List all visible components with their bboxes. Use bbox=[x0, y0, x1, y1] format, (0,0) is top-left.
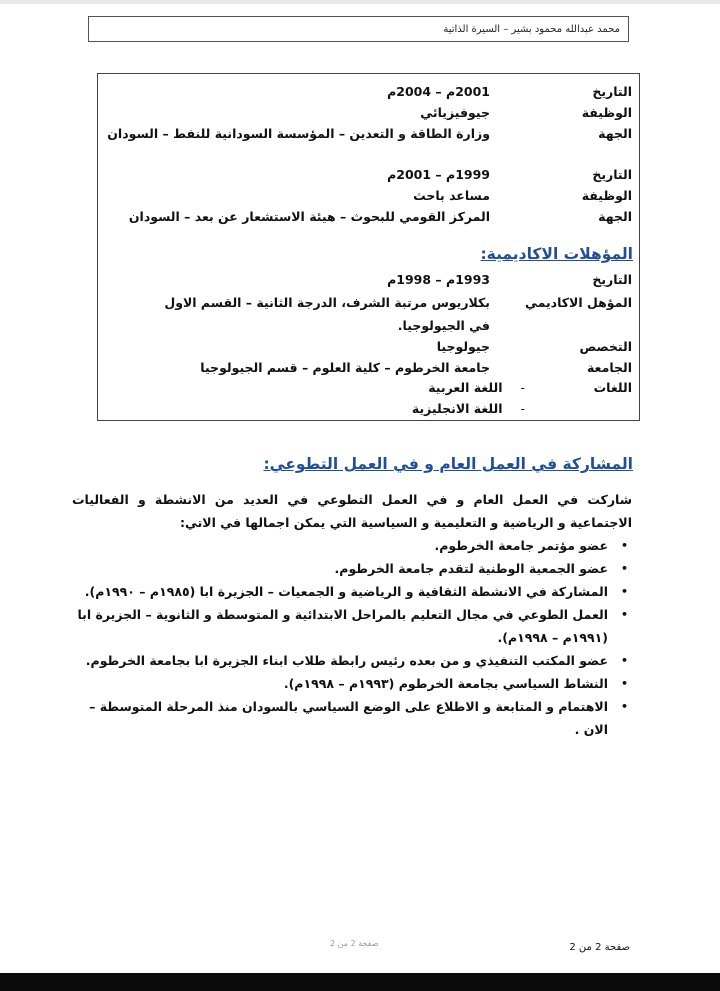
language-item bbox=[412, 401, 525, 416]
public-work-intro: شاركت في العمل العام و في العمل التطوعي في العديد من الانشطة و الفعاليات الاجتماعية و الرياضية و التعليمية و السياسية التي يمكن اجمالها في الاتي: bbox=[72, 492, 632, 530]
bullet-icon: • bbox=[620, 677, 628, 690]
exp2-job: مساعد باحث bbox=[413, 188, 490, 203]
list-item: • عضو المكتب التنفيذي و من بعده رئيس رابطة طلاب ابناء الجزيرة ابا بجامعة الخرطوم. bbox=[72, 649, 632, 672]
academic-degree-label: المؤهل الاكاديمي bbox=[524, 295, 632, 310]
exp1-org: وزارة الطاقة و التعدين – المؤسسة السودانية للنفط – السودان bbox=[107, 126, 490, 141]
header-text: محمد عبدالله محمود بشير – السيرة الذاتية bbox=[443, 24, 620, 35]
list-item: • عضو مؤتمر جامعة الخرطوم. bbox=[72, 534, 632, 557]
language-english: اللغة الانجليزية bbox=[411, 401, 503, 416]
academic-degree: بكلاريوس مرتبة الشرف، الدرجة الثانية – القسم الاول في الجيولوجيا. bbox=[164, 295, 490, 333]
exp1-job-label: الوظيفة bbox=[581, 105, 632, 120]
list-item: • العمل الطوعي في مجال التعليم بالمراحل الابتدائية و المتوسطة و الثانوية – الجزيرة ابا (١٩٩١م – ١٩٩٨م). bbox=[72, 603, 632, 649]
bullet-icon: • bbox=[620, 539, 628, 552]
bullet-icon: • bbox=[620, 700, 628, 713]
list-item: • عضو الجمعية الوطنية لتقدم جامعة الخرطوم. bbox=[72, 557, 632, 580]
bullet-icon: • bbox=[620, 654, 628, 667]
list-item: • النشاط السياسي بجامعة الخرطوم (١٩٩٣م – ١٩٩٨م). bbox=[72, 672, 632, 695]
page-bottom-edge bbox=[0, 973, 720, 991]
exp1-org-label: الجهة bbox=[598, 126, 632, 141]
bullet-icon: • bbox=[620, 608, 628, 621]
academic-languages-label: اللغات bbox=[593, 380, 632, 395]
footer-page-number: صفحة 2 من 2 bbox=[569, 942, 630, 953]
exp1-date: 2001م – 2004م bbox=[387, 84, 490, 99]
bullet-icon: • bbox=[620, 562, 628, 575]
academic-university-label: الجامعة bbox=[586, 360, 632, 375]
footer-ghost-page-number: صفحة 2 من 2 bbox=[330, 939, 379, 948]
exp1-job: جيوفيزيائي bbox=[420, 105, 490, 120]
academic-major: جيولوجيا bbox=[436, 339, 490, 354]
page-top-edge bbox=[0, 0, 720, 4]
exp2-org: المركز القومي للبحوث – هيئة الاستشعار عن بعد – السودان bbox=[128, 209, 490, 224]
exp2-date-label: التاريخ bbox=[592, 167, 632, 182]
academic-title: المؤهلات الاكاديمية: bbox=[480, 245, 633, 263]
public-work-list bbox=[72, 534, 632, 741]
academic-date: 1993م – 1998م bbox=[387, 272, 490, 287]
exp1-date-label: التاريخ bbox=[592, 84, 632, 99]
academic-major-label: التخصص bbox=[579, 339, 632, 354]
list-item: • الاهتمام و المتابعة و الاطلاع على الوضع السياسي بالسودان منذ المرحلة المتوسطة – الان . bbox=[72, 695, 632, 741]
page-header bbox=[88, 16, 629, 42]
exp2-job-label: الوظيفة bbox=[581, 188, 632, 203]
academic-date-label: التاريخ bbox=[592, 272, 632, 287]
exp2-org-label: الجهة bbox=[598, 209, 632, 224]
public-work-title: المشاركة في العمل العام و في العمل التطوعي: bbox=[263, 455, 633, 473]
language-item bbox=[428, 380, 525, 395]
language-dash: - bbox=[520, 380, 525, 395]
exp2-date: 1999م – 2001م bbox=[387, 167, 490, 182]
list-item: • المشاركة في الانشطة الثقافية و الرياضية و الجمعيات – الجزيرة ابا (١٩٨٥م – ١٩٩٠م). bbox=[72, 580, 632, 603]
language-arabic: اللغة العربية bbox=[428, 380, 503, 395]
academic-university: جامعة الخرطوم – كلية العلوم – قسم الجيولوجيا bbox=[200, 360, 490, 375]
language-dash: - bbox=[520, 401, 525, 416]
bullet-icon: • bbox=[620, 585, 628, 598]
